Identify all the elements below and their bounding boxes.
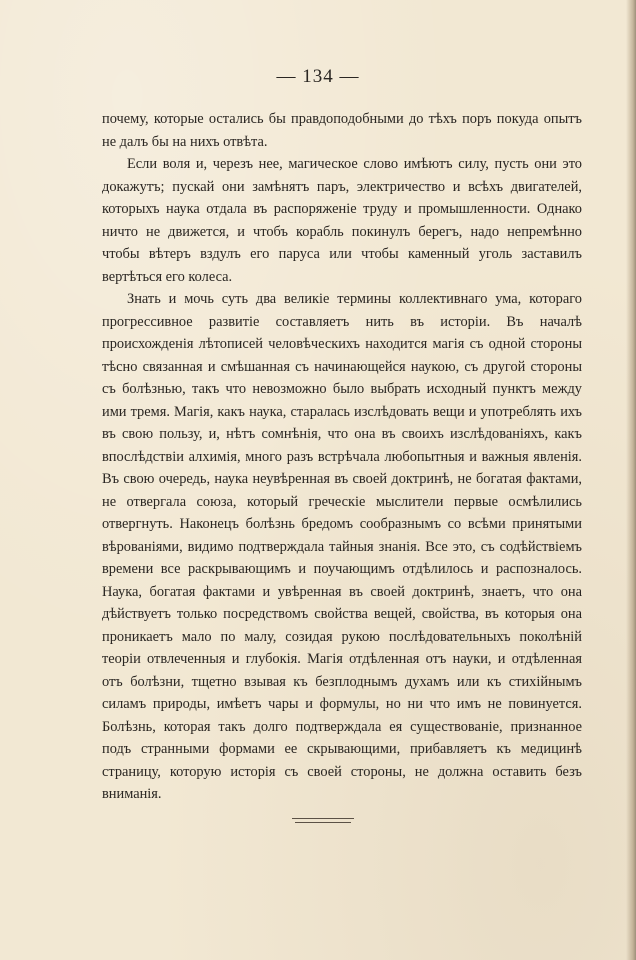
section-end-rule <box>295 822 351 823</box>
paragraph-continuation: почему, которые остались бы правдоподобными до тѣхъ поръ покуда опытъ не далъ бы на нихъ отвѣта. <box>102 111 582 150</box>
paragraph: Если воля и, черезъ нее, магическое слово имѣютъ силу, пусть они это докажутъ; пускай они замѣнятъ паръ, электричество и всѣхъ двигателей, которыхъ наука отдала въ распоряженіе труду и промышленности. Однако ничто не движется, и чтобъ корабль покинулъ берегъ, надо непремѣнно чтобы вѣтеръ вздулъ его паруса или чтобы каменный уголь заставилъ вертѣться его колеса. <box>102 156 582 285</box>
page-spine-shadow <box>626 0 636 960</box>
section-end-rule <box>292 818 354 819</box>
body-text <box>102 108 582 806</box>
paragraph: Знать и мочь суть два великіе термины коллективнаго ума, котораго прогрессивное развитіе составляетъ нить въ исторіи. Въ началѣ происхожденія лѣтописей человѣческихъ находится магія съ одной стороны тѣсно связанная и смѣшанная съ начинающейся наукою, съ другой стороны съ болѣзнью, такъ что невозможно было выбрать исходный пунктъ между ими тремя. Магія, какъ наука, старалась изслѣдовать вещи и употреблять ихъ въ свою пользу, и, нѣтъ сомнѣнія, что она въ своихъ изслѣдованіяхъ, какъ впослѣдствіи алхимія, много разъ встрѣчала любопытныя и важныя явленія. Въ свою очередь, наука неувѣренная въ своей доктринѣ, не богатая фактами, не отвергала союза, который греческіе мыслители первые осмѣлились отвергнуть. Наконецъ болѣзнь бредомъ сообразнымъ со всѣми принятыми вѣрованіями, видимо подтверждала тайныя знанія. Все это, съ содѣйствіемъ времени все раскрывающимъ и поучающимъ отдѣлилось и распозналось. Наука, богатая фактами и увѣренная въ своей доктринѣ, знаетъ, что она дѣйствуетъ только посредствомъ свойства вещей, свойства, въ которыя она проникаетъ мало по малу, созидая рукою послѣдовательныхъ поколѣній теоріи отвлеченныя и глубокія. Магія отдѣленная отъ науки, и отдѣленная отъ болѣзни, тщетно взывая къ безплоднымъ духамъ или къ стихійнымъ силамъ природы, имѣетъ чары и формулы, но ни что имъ не повинуется. Болѣзнь, которая такъ долго подтверждала ея существованіе, признанное подъ странными формами ее скрывающими, прибавляетъ къ медицинѣ страницу, которую исторія съ своей стороны, не должна оставить безъ вниманія. <box>102 291 582 802</box>
page-number: — 134 — <box>276 66 360 87</box>
